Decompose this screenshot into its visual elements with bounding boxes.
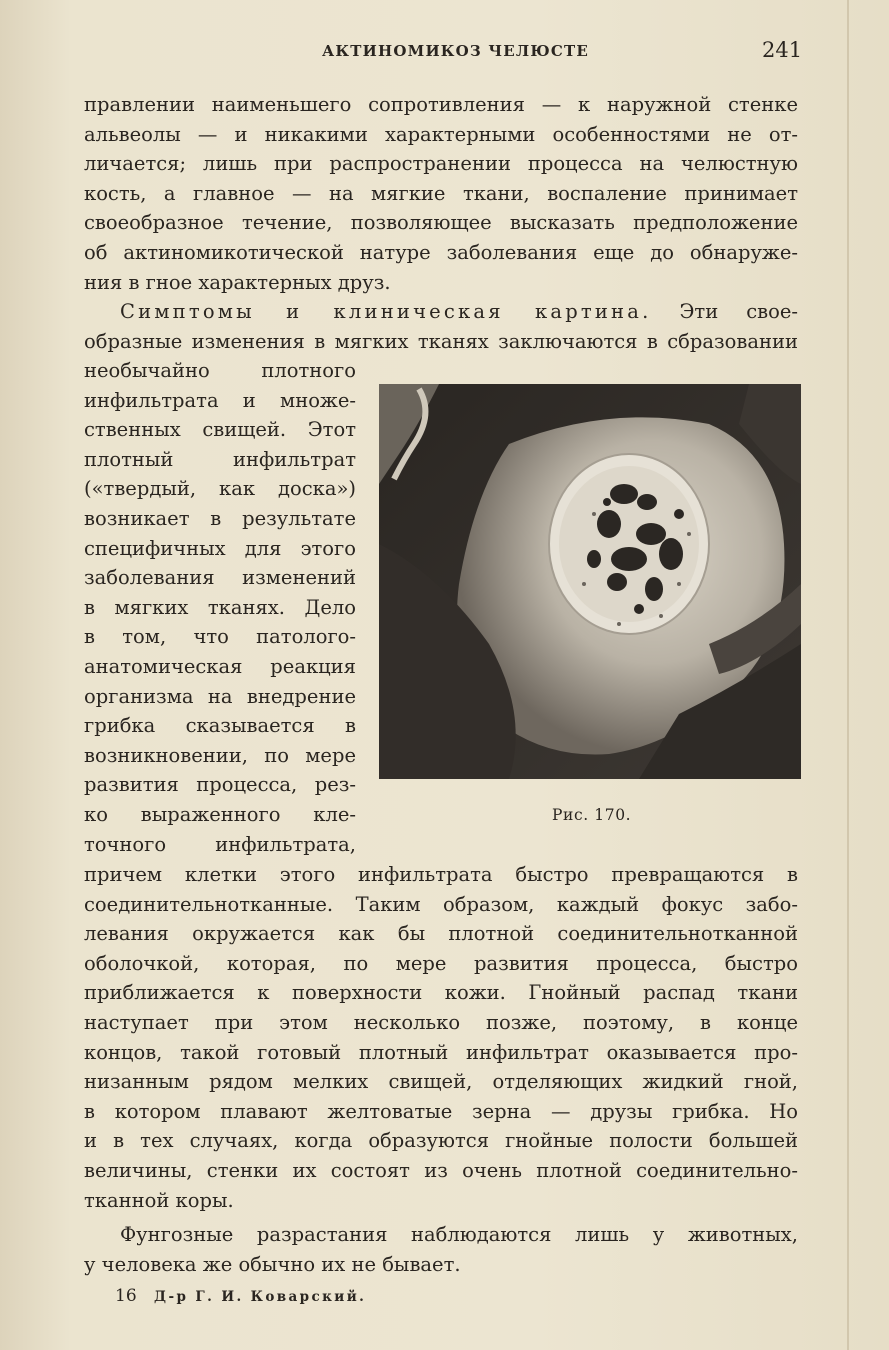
text-line: соединительнотканные. Таким образом, каждый фокус забо-	[84, 892, 798, 916]
text-line: инфильтрата и множе-	[84, 388, 356, 412]
paragraph-2-continuation	[84, 860, 798, 1215]
text-line: и в тех случаях, когда образуются гнойные полости большей	[84, 1129, 798, 1153]
text-line: в том, что патолого-	[84, 625, 356, 649]
heading-tail: Эти свое-	[679, 300, 799, 323]
text-line: альвеолы — и никакими характерными особенностями не от-	[84, 122, 798, 146]
text-line: приближается к поверхности кожи. Гнойный распад ткани	[84, 981, 798, 1005]
text-line: кость, а главное — на мягкие ткани, воспаление принимает	[84, 181, 798, 205]
text-line: необычайно плотного	[84, 359, 356, 382]
text-line: точного инфильтрата,	[84, 832, 356, 856]
text-line: ния в гное характерных друз.	[84, 270, 391, 294]
paragraph-1	[84, 90, 798, 297]
text-line: причем клетки этого инфильтрата быстро превращаются в	[84, 863, 798, 886]
micrograph-image	[379, 384, 801, 779]
text-line: ко выраженного кле-	[84, 802, 356, 826]
text-line: плотный инфильтрат	[84, 447, 356, 471]
wrapped-column	[84, 356, 356, 859]
text-line: наступает при этом несколько позже, поэтому, в конце	[84, 1010, 798, 1034]
text-line	[84, 297, 798, 327]
text-line: ственных свищей. Этот	[84, 418, 356, 442]
text-line: организма на внедрение	[84, 684, 356, 708]
figure-caption: Рис. 170.	[552, 806, 632, 824]
running-title: АКТИНОМИКОЗ ЧЕЛЮСТЕ	[322, 42, 589, 60]
page-number: 241	[762, 38, 803, 62]
text-line: величины, стенки их состоят из очень плотной соединительно-	[84, 1158, 798, 1182]
paragraph-3	[84, 1220, 798, 1279]
text-line: тканной коры.	[84, 1188, 234, 1212]
text-line: заболевания изменений	[84, 566, 356, 590]
text-line: в мягких тканях. Дело	[84, 595, 356, 619]
text-line: низанным рядом мелких свищей, отделяющих жидкий гной,	[84, 1070, 798, 1094]
text-line: личается; лишь при распространении процесса на челюстную	[84, 152, 798, 176]
text-line: оболочкой, которая, по мере развития процесса, быстро	[84, 951, 798, 975]
text-line: развития процесса, рез-	[84, 773, 356, 797]
sheet-number: 16	[115, 1286, 137, 1306]
text-line: Фунгозные разрастания наблюдаются лишь у животных,	[120, 1223, 798, 1246]
text-line: специфичных для этого	[84, 536, 356, 560]
footer	[115, 1286, 366, 1306]
text-line: левания окружается как бы плотной соединительнотканной	[84, 922, 798, 946]
text-line: у человека же обычно их не бывает.	[84, 1252, 461, 1276]
text-line: («твердый, как доска»)	[84, 477, 356, 501]
text-line: грибка сказывается в	[84, 714, 356, 738]
text-line: образные изменения в мягких тканях заключаются в сбразовании	[84, 329, 798, 353]
author-signature: Д-р Г. И. Коварский.	[154, 1289, 367, 1305]
page-edge	[847, 0, 849, 1350]
text-line: об актиномикотической натуре заболевания еще до обнаруже-	[84, 240, 798, 264]
figure-micrograph	[379, 384, 801, 779]
section-heading: Симптомы и клиническая картина.	[120, 300, 652, 323]
text-line: концов, такой готовый плотный инфильтрат оказывается про-	[84, 1040, 798, 1064]
text-line: правлении наименьшего сопротивления — к наружной стенке	[84, 93, 798, 116]
running-head	[0, 38, 889, 62]
text-line: в котором плавают желтоватые зерна — друзы грибка. Но	[84, 1099, 798, 1123]
text-line: анатомическая реакция	[84, 654, 356, 678]
paragraph-2-intro	[84, 297, 798, 356]
text-line: возникает в результате	[84, 506, 356, 530]
text-line: возникновении, по мере	[84, 743, 356, 767]
text-line: своеобразное течение, позволяющее высказать предположение	[84, 211, 798, 235]
